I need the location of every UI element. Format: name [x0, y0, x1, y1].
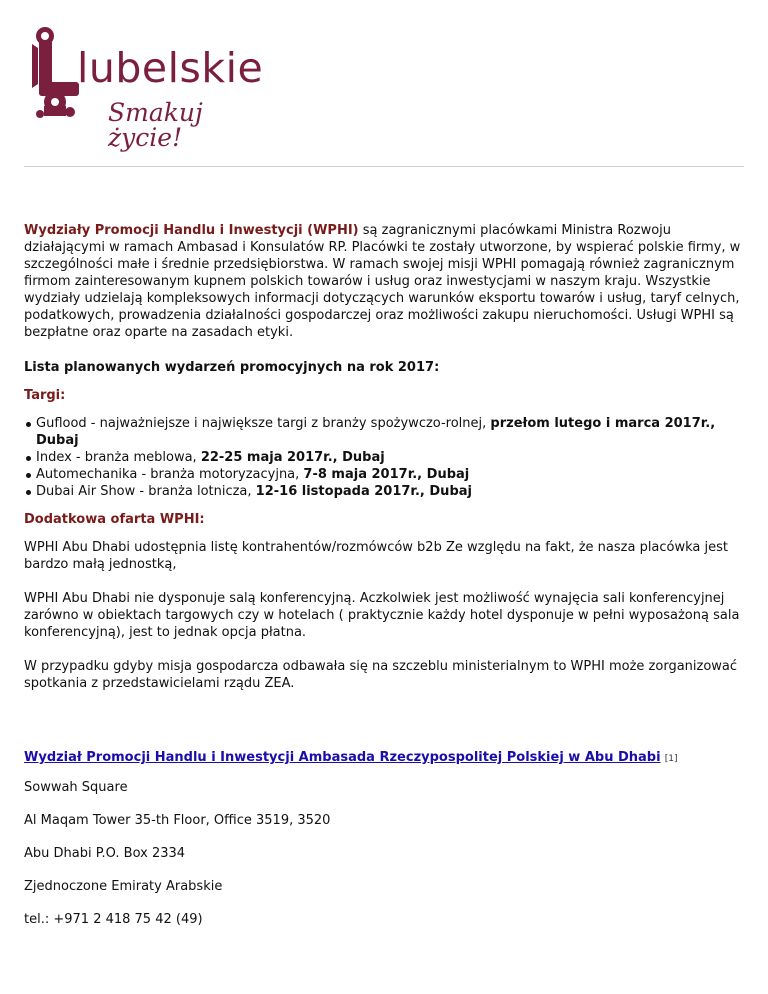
list-item: [24, 483, 744, 500]
logo-wordmark: lubelskie: [77, 44, 264, 92]
targi-list: [24, 415, 744, 500]
logo-tagline: Smakuj życie!: [108, 98, 203, 152]
event-name: Index - branża meblowa,: [36, 450, 201, 465]
lubelskie-logo: [28, 24, 268, 152]
list-item: [24, 415, 744, 449]
event-date: 22-25 maja 2017r., Dubaj: [200, 450, 385, 465]
event-name: Dubai Air Show - branża lotnicza,: [36, 484, 256, 499]
event-name: Guflood - najważniejsze i największe targi z branży spożywczo-rolnej,: [36, 416, 491, 431]
header-divider: [24, 166, 744, 167]
event-date: 12-16 listopada 2017r., Dubaj: [255, 484, 472, 499]
event-date: przełom lutego i marca 2017r., Dubaj: [36, 416, 716, 448]
dodatkowa-heading: Dodatkowa ofarta WPHI:: [24, 512, 205, 527]
list-item: [24, 466, 744, 483]
targi-heading: Targi:: [24, 388, 66, 403]
office-link[interactable]: Wydział Promocji Handlu i Inwestycji Ambasada Rzeczypospolitej Polskiej w Abu Dhabi: [24, 750, 661, 765]
intro-lead: Wydziały Promocji Handlu i Inwestycji (WPHI): [24, 223, 359, 238]
address-line: Abu Dhabi P.O. Box 2334: [24, 846, 186, 861]
intro-body: są zagranicznymi placówkami Ministra Rozwoju działającymi w ramach Ambasad i Konsulatów RP. Placówki te zostały utworzone, by wspierać polskie firmy, w szczególności małe i średnie przedsiębiorstwa. W ramach swojej misji WPHI pomagają również zagranicznym firmom zainteresowanym kupnem polskich towarów i usług oraz inwestycjami w naszym kraju. Wszystkie wydziały udzielają kompleksowych informacji dotyczących warunków eksportu towarów i usług, taryf celnych, podatkowych, prowadzenia działalności gospodarczej oraz możliwości zakupu nieruchomości. Usługi WPHI są bezpłatne oraz oparte na zasadach etyki.: [24, 223, 741, 340]
address-line: Zjednoczone Emiraty Arabskie: [24, 879, 223, 894]
offer-paragraph: W przypadku gdyby misja gospodarcza odbawała się na szczeblu ministerialnym to WPHI może zorganizować spotkania z przedstawicielami rządu ZEA.: [24, 659, 738, 691]
intro-paragraph: [24, 222, 744, 341]
office-link-line: [24, 749, 744, 768]
event-date: 7-8 maja 2017r., Dubaj: [303, 467, 470, 482]
address-line: Al Maqam Tower 35-th Floor, Office 3519, 3520: [24, 813, 331, 828]
offer-paragraph: WPHI Abu Dhabi udostępnia listę kontrahentów/rozmówców b2b Ze względu na fakt, że nasza placówka jest bardzo małą jednostką,: [24, 540, 729, 572]
offer-paragraph: WPHI Abu Dhabi nie dysponuje salą konferencyjną. Aczkolwiek jest możliwość wynajęcia sali konferencyjnej zarówno w obiektach targowych czy w hotelach ( praktycznie każdy hotel dysponuje w pełni wyposażoną sala konferencyjną), jest to jednak opcja płatna.: [24, 591, 740, 640]
list-item: [24, 449, 744, 466]
event-name: Automechanika - branża motoryzacyjna,: [36, 467, 304, 482]
address-line: Sowwah Square: [24, 780, 128, 795]
phone-line: tel.: +971 2 418 75 42 (49): [24, 912, 203, 927]
events-list-title: Lista planowanych wydarzeń promocyjnych na rok 2017:: [24, 360, 440, 375]
main-content: [24, 222, 744, 944]
footnote-ref: [1]: [664, 754, 678, 764]
